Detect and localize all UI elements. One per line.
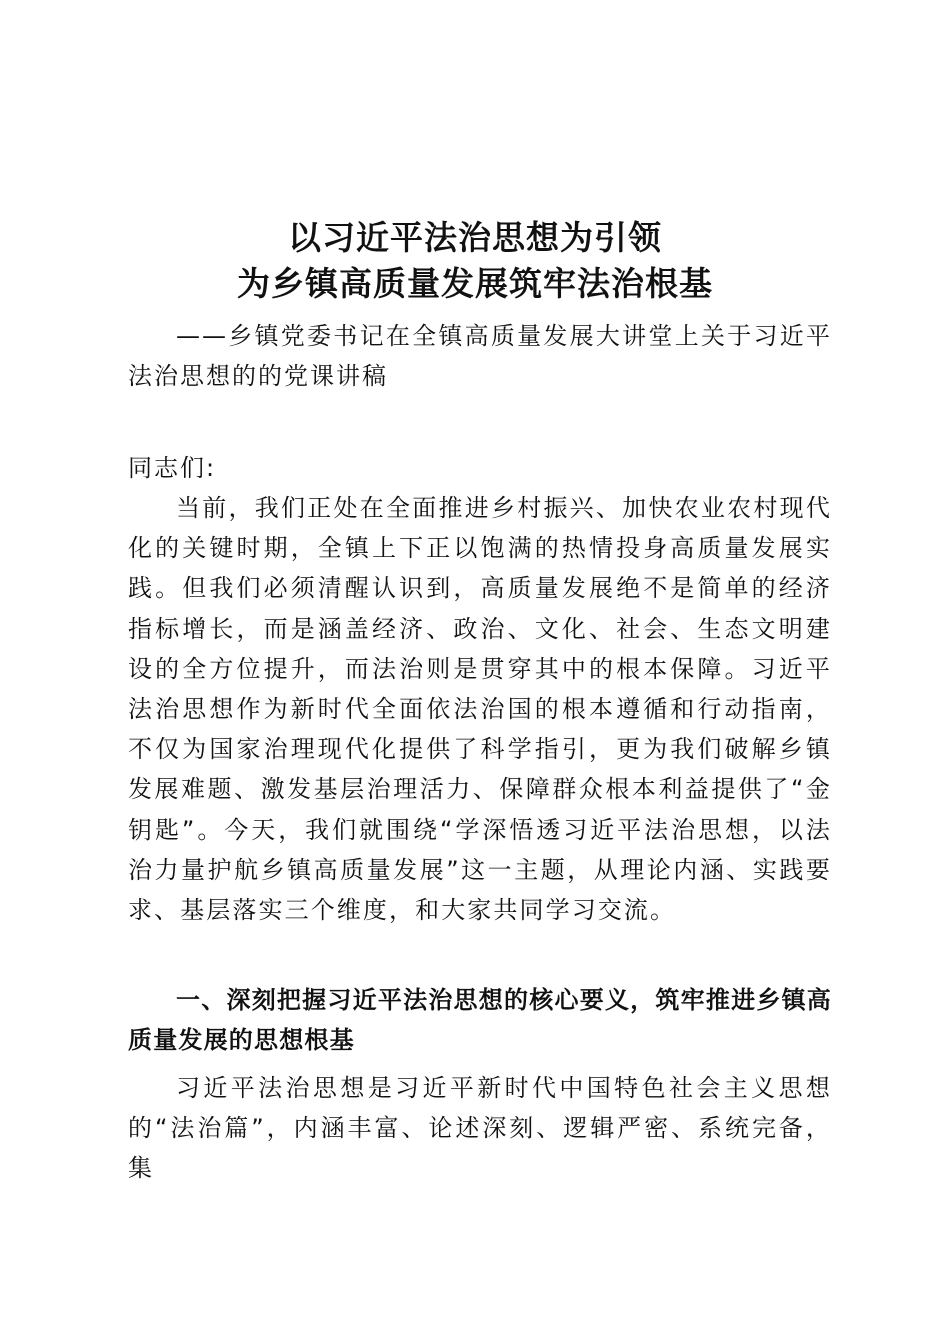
document-subtitle: ——乡镇党委书记在全镇高质量发展大讲堂上关于习近平法治思想的的党课讲稿 <box>128 322 832 390</box>
greeting: 同志们: <box>128 454 217 482</box>
intro-paragraph: 当前，我们正处在全面推进乡村振兴、加快农业农村现代化的关键时期，全镇上下正以饱满的热情投身高质量发展实践。但我们必须清醒认识到，高质量发展绝不是简单的经济指标增长，而是涵盖经济、政治、文化、社会、生态文明建设的全方位提升，而法治则是贯穿其中的根本保障。习近平法治思想作为新时代全面依法治国的根本遵循和行动指南，不仅为国家治理现代化提供了科学指引，更为我们破解乡镇发展难题、激发基层治理活力、保障群众根本利益提供了“金钥匙”。今天，我们就围绕“学深悟透习近平法治思想，以法治力量护航乡镇高质量发展”这一主题，从理论内涵、实践要求、基层落实三个维度，和大家共同学习交流。 <box>128 494 832 925</box>
document-title-line-1: 以习近平法治思想为引领 <box>288 218 662 257</box>
document-title-line-2: 为乡镇高质量发展筑牢法治根基 <box>237 264 713 303</box>
section-1-heading: 一、深刻把握习近平法治思想的核心要义，筑牢推进乡镇高质量发展的思想根基 <box>128 986 832 1054</box>
section-1-paragraph: 习近平法治思想是习近平新时代中国特色社会主义思想的“法治篇”，内涵丰富、论述深刻、逻辑严密、系统完备，集 <box>128 1074 832 1182</box>
